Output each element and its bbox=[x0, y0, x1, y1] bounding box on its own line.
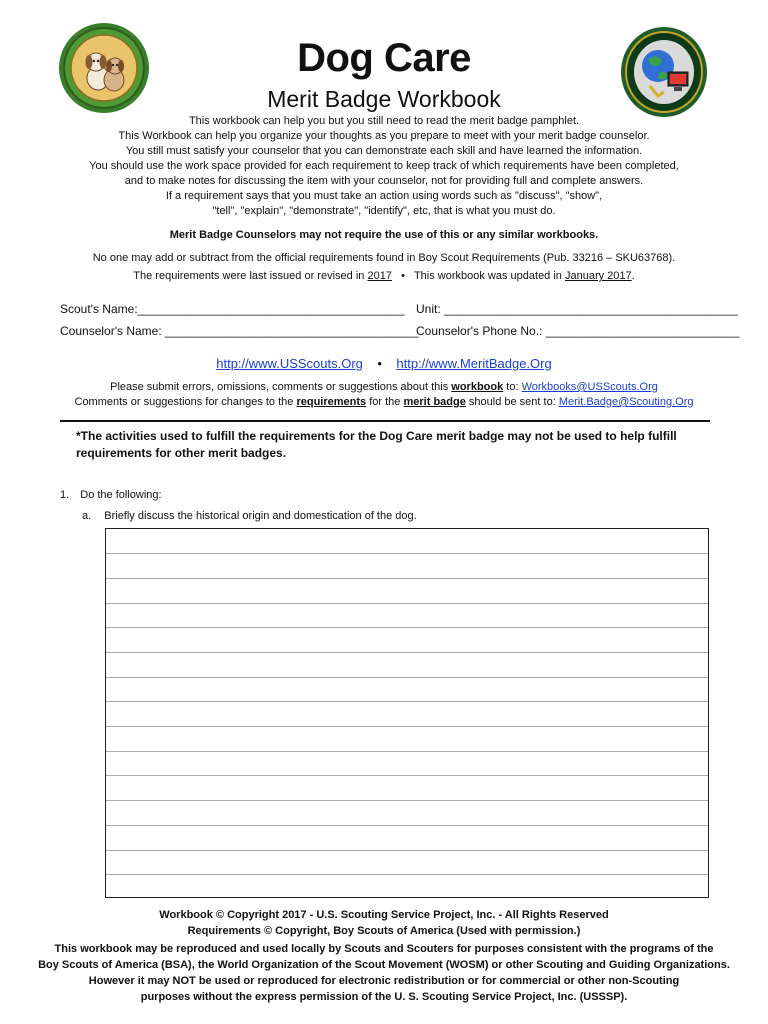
counselor-phone-label: Counselor's Phone No.: bbox=[416, 324, 543, 338]
footer-line: Requirements © Copyright, Boy Scouts of America (Used with permission.) bbox=[187, 925, 581, 937]
footer-line: Boy Scouts of America (BSA), the World Organization of the Scout Movement (WOSM) or other Scouting and Guiding Organizations. bbox=[38, 959, 730, 971]
revision-line bbox=[0, 270, 768, 282]
answer-box[interactable] bbox=[105, 528, 709, 898]
revision-prefix: The requirements were last issued or revised in bbox=[133, 270, 365, 282]
submit-line-2 bbox=[0, 396, 768, 408]
ruled-line bbox=[106, 850, 708, 851]
counselor-name-label: Counselor's Name: bbox=[60, 324, 162, 338]
intro-line: and to make notes for discussing the item with your counselor, not for providing full and complete answers. bbox=[124, 175, 644, 187]
ruled-line bbox=[106, 603, 708, 604]
intro-line: This workbook can help you but you still need to read the merit badge pamphlet. bbox=[188, 115, 580, 127]
footer-line: Workbook © Copyright 2017 - U.S. Scouting Service Project, Inc. - All Rights Reserved bbox=[159, 909, 609, 921]
unit-label: Unit: bbox=[416, 302, 441, 316]
scout-name-field[interactable] bbox=[60, 302, 405, 316]
intro-line: You still must satisfy your counselor that you can demonstrate each skill and have learned the information. bbox=[125, 145, 643, 157]
requirement-1a bbox=[82, 510, 417, 522]
scout-name-label: Scout's Name: bbox=[60, 302, 138, 316]
copyright-footer bbox=[0, 907, 768, 1005]
links-bullet: • bbox=[377, 356, 382, 371]
counselor-note: Merit Badge Counselors may not require the use of this or any similar workbooks. bbox=[169, 229, 599, 241]
requirement-1 bbox=[60, 489, 162, 501]
ruled-line bbox=[106, 578, 708, 579]
submit-text: Please submit errors, omissions, comments or suggestions about this bbox=[110, 381, 449, 393]
page-title: Dog Care bbox=[297, 36, 471, 80]
intro-text bbox=[0, 114, 768, 219]
unit-field[interactable] bbox=[416, 302, 738, 316]
ruled-line bbox=[106, 751, 708, 752]
intro-line: If a requirement says that you must take an action using words such as "discuss", "show", bbox=[165, 190, 603, 202]
submit-for: for the bbox=[369, 396, 401, 408]
ruled-line bbox=[106, 800, 708, 801]
intro-line: You should use the work space provided for each requirement to keep track of which requirements have been completed, bbox=[89, 160, 679, 172]
ruled-line bbox=[106, 677, 708, 678]
submit-requirements: requirements bbox=[296, 396, 367, 408]
requirement-text: Briefly discuss the historical origin and domestication of the dog. bbox=[104, 510, 417, 522]
submit-sent: should be sent to: bbox=[468, 396, 556, 408]
ruled-line bbox=[106, 627, 708, 628]
submit-to: to: bbox=[506, 381, 519, 393]
official-note: No one may add or subtract from the official requirements found in Boy Scout Requirements (Pub. 33216 – SKU63768). bbox=[92, 252, 676, 264]
scout-name-blank[interactable]: ________________________________________ bbox=[137, 302, 405, 316]
workbooks-email-link[interactable]: Workbooks@USScouts.Org bbox=[521, 381, 658, 393]
website-links bbox=[0, 356, 768, 371]
requirement-number: 1. bbox=[60, 489, 70, 501]
requirement-text: Do the following: bbox=[80, 489, 162, 501]
ruled-line bbox=[106, 775, 708, 776]
revision-year: 2017 bbox=[367, 270, 392, 282]
unit-blank[interactable]: ____________________________________________ bbox=[444, 302, 738, 316]
usscouts-link[interactable]: http://www.USScouts.Org bbox=[216, 356, 363, 371]
submit-workbook: workbook bbox=[451, 381, 504, 393]
footer-line: However it may NOT be used or reproduced for electronic redistribution or for commercial or other non-Scouting bbox=[88, 975, 680, 987]
updated-date: January 2017 bbox=[564, 270, 632, 282]
meritbadge-link[interactable]: http://www.MeritBadge.Org bbox=[396, 356, 552, 371]
footer-line: This workbook may be reproduced and used locally by Scouts and Scouters for purposes consistent with the programs of the bbox=[54, 943, 714, 955]
intro-line: This Workbook can help you organize your thoughts as you prepare to meet with your merit badge counselor. bbox=[118, 130, 650, 142]
counselor-name-blank[interactable]: ______________________________________ bbox=[165, 324, 419, 338]
page-subtitle: Merit Badge Workbook bbox=[267, 86, 501, 112]
ruled-line bbox=[106, 701, 708, 702]
counselor-phone-field[interactable] bbox=[416, 324, 739, 338]
ruled-line bbox=[106, 825, 708, 826]
revision-bullet: • bbox=[401, 270, 405, 282]
merit-badge-email-link[interactable]: Merit.Badge@Scouting.Org bbox=[558, 396, 694, 408]
activities-notice: *The activities used to fulfill the requirements for the Dog Care merit badge may not be used to help fulfill requirements for other merit badges. bbox=[76, 429, 677, 460]
submit-line-1 bbox=[0, 381, 768, 393]
submit-merit-badge: merit badge bbox=[403, 396, 466, 408]
requirement-letter: a. bbox=[82, 510, 92, 522]
ruled-line bbox=[106, 553, 708, 554]
intro-line: "tell", "explain", "demonstrate", "identify", etc, that is what you must do. bbox=[212, 205, 556, 217]
divider bbox=[60, 420, 710, 422]
submit-text: Comments or suggestions for changes to the bbox=[74, 396, 294, 408]
ruled-line bbox=[106, 652, 708, 653]
counselor-phone-blank[interactable]: _____________________________ bbox=[545, 324, 740, 338]
ruled-line bbox=[106, 874, 708, 875]
counselor-name-field[interactable] bbox=[60, 324, 419, 338]
footer-line: purposes without the express permission of the U. S. Scouting Service Project, Inc. (USSSP). bbox=[140, 991, 628, 1003]
updated-prefix: This workbook was updated in bbox=[413, 270, 562, 282]
ruled-line bbox=[106, 726, 708, 727]
updated-period: . bbox=[631, 270, 635, 282]
